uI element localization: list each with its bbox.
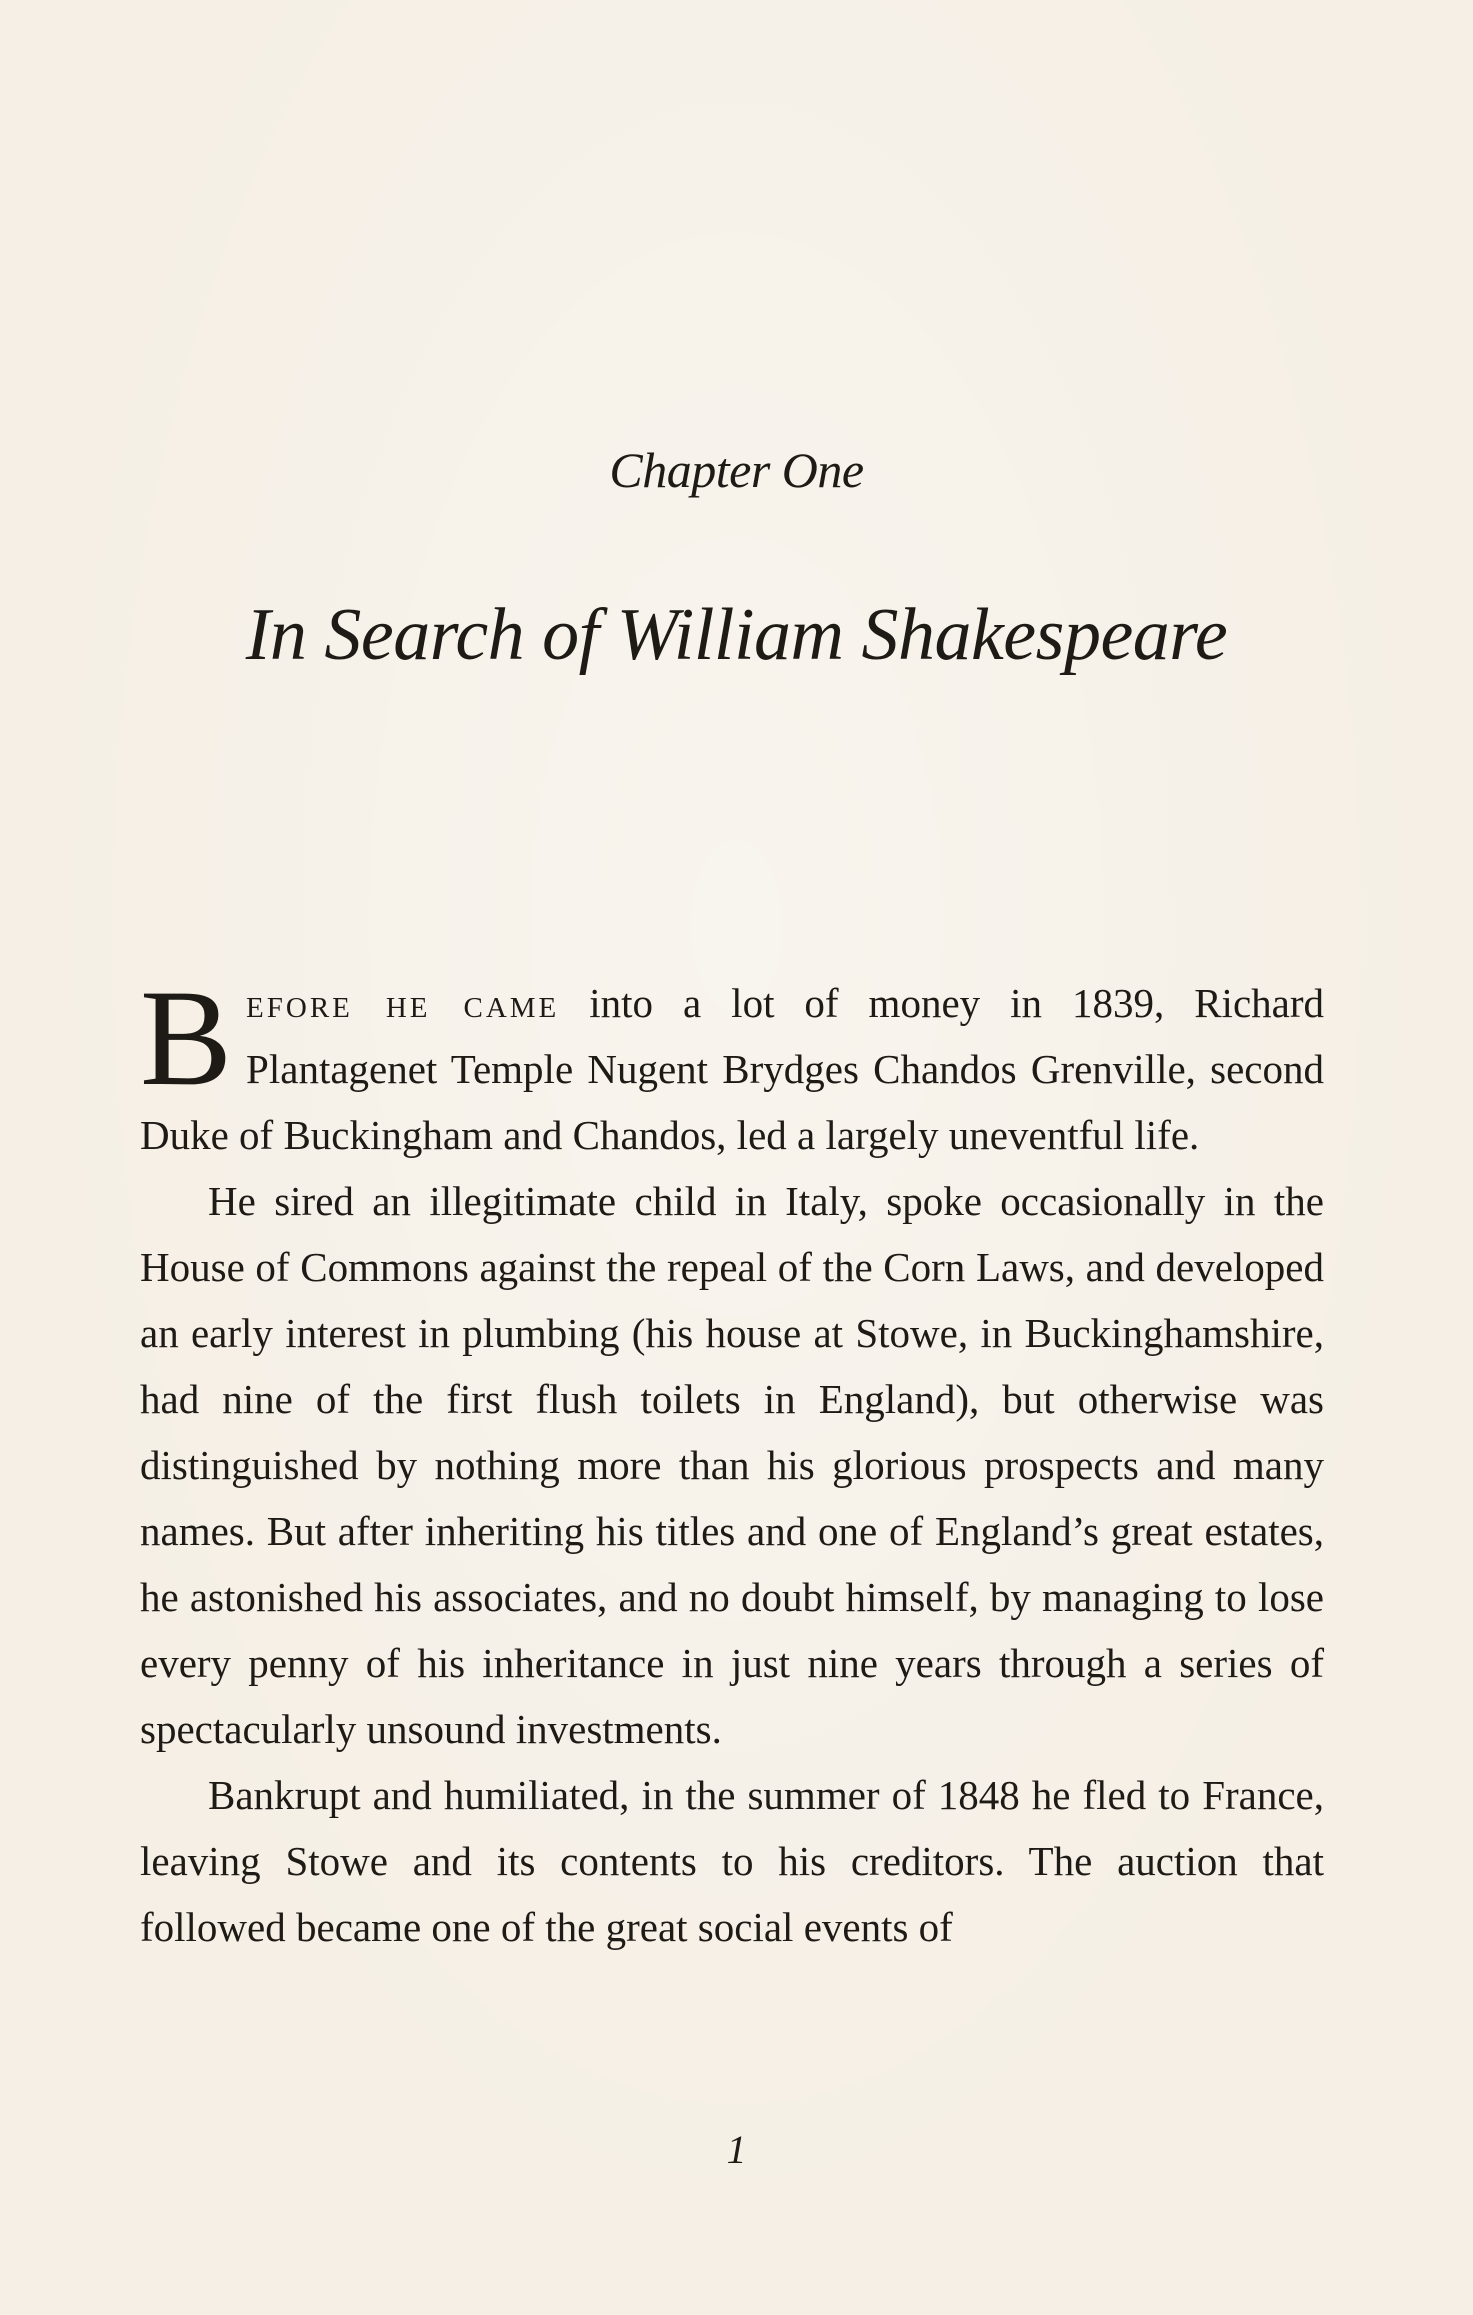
- chapter-body: [140, 961, 1324, 1960]
- paragraph-3: Bankrupt and humiliated, in the summer of 1848 he fled to France, leaving Stowe and its contents to his creditors. The auction that followed became one of the great social events of: [140, 1772, 1324, 1950]
- page-number: 1: [726, 2127, 747, 2172]
- small-caps-lead: efore he came: [246, 980, 560, 1026]
- paragraph-1-text: into a lot of money in 1839, Richard Plantagenet Temple Nugent Brydges Chandos Grenville, second Duke of Buckingham and Chandos, led a largely uneventful life.: [140, 980, 1324, 1158]
- paragraph-2: He sired an illegitimate child in Italy, spoke occasionally in the House of Commons against the repeal of the Corn Laws, and developed an early interest in plumbing (his house at Stowe, in Buckinghamshire, had nine of the first flush toilets in England), but otherwise was distinguished by nothing more than his glorious prospects and many names. But after inheriting his titles and one of England’s great estates, he astonished his associates, and no doubt himself, by managing to lose every penny of his inheritance in just nine years through a series of spectacularly unsound investments.: [140, 1178, 1324, 1752]
- chapter-title: In Search of William Shakespeare: [245, 594, 1228, 676]
- chapter-label: Chapter One: [609, 442, 864, 498]
- paragraph-1: [140, 961, 1324, 1168]
- drop-cap: B: [140, 961, 233, 1114]
